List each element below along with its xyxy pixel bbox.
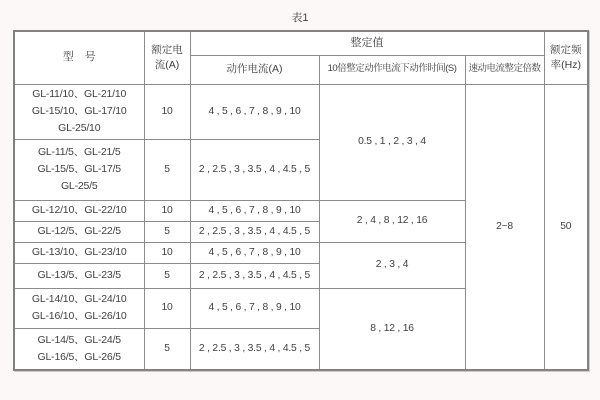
header-rated-frequency: 额定频率(Hz) — [544, 31, 588, 84]
operating-current-cell: 4 , 5 , 6 , 7 , 8 , 9 , 10 — [190, 84, 319, 139]
model-name: GL-11/10、GL-21/10 — [32, 88, 127, 101]
model-cell — [14, 242, 144, 263]
operating-time-cell: 2 , 4 , 8 , 12 , 16 — [319, 200, 465, 242]
model-name: GL-14/5、GL-24/5 — [37, 333, 121, 346]
rated-current-cell: 10 — [144, 200, 190, 221]
table-row — [14, 84, 588, 139]
model-name: GL-12/5、GL-22/5 — [37, 225, 121, 238]
model-name: GL-13/10、GL-23/10 — [31, 246, 127, 259]
rated-current-cell: 5 — [144, 139, 190, 200]
header-model: 型 号 — [14, 31, 144, 84]
operating-current-cell: 4 , 5 , 6 , 7 , 8 , 9 , 10 — [190, 242, 319, 263]
model-name: GL-11/5、GL-21/5 — [37, 146, 121, 159]
rated-current-cell: 10 — [144, 242, 190, 263]
header-rated-current: 额定电流(A) — [144, 31, 190, 84]
model-cell — [14, 288, 144, 328]
model-name: GL-15/10、GL-17/10 — [31, 105, 127, 118]
model-name: GL-25/10 — [58, 121, 101, 134]
model-cell — [14, 139, 144, 200]
rated-current-cell: 5 — [144, 221, 190, 242]
operating-current-cell: 4 , 5 , 6 , 7 , 8 , 9 , 10 — [190, 288, 319, 328]
model-name: GL-13/5、GL-23/5 — [37, 269, 121, 282]
operating-current-cell: 2 , 2.5 , 3 , 3.5 , 4 , 4.5 , 5 — [190, 139, 319, 200]
model-name: GL-16/10、GL-26/10 — [31, 310, 127, 322]
frequency-cell: 50 — [544, 84, 588, 370]
header-quick-multiple: 速动电流整定倍数 — [465, 55, 544, 84]
quick-multiple-cell: 2~8 — [465, 84, 544, 370]
operating-time-cell: 0.5 , 1 , 2 , 3 , 4 — [319, 84, 465, 200]
model-cell — [14, 328, 144, 370]
header-setting-value: 整定值 — [190, 31, 544, 55]
header-operating-time: 10倍整定动作电流下动作时间(S) — [319, 55, 465, 84]
model-name: GL-12/10、GL-22/10 — [31, 204, 127, 217]
table-title: 表1 — [291, 12, 309, 24]
model-cell — [14, 84, 144, 139]
model-cell — [14, 200, 144, 221]
model-name: GL-15/5、GL-17/5 — [37, 163, 121, 176]
operating-current-cell: 2 , 2.5 , 3 , 3.5 , 4 , 4.5 , 5 — [190, 263, 319, 288]
spec-table — [13, 30, 589, 371]
rated-current-cell: 5 — [144, 263, 190, 288]
header-operating-current: 动作电流(A) — [190, 55, 319, 84]
rated-current-cell: 10 — [144, 288, 190, 328]
model-cell — [14, 221, 144, 242]
operating-current-cell: 4 , 5 , 6 , 7 , 8 , 9 , 10 — [190, 200, 319, 221]
model-cell — [14, 263, 144, 288]
operating-time-cell: 8 , 12 , 16 — [319, 288, 465, 370]
operating-time-cell: 2 , 3 , 4 — [319, 242, 465, 288]
model-name: GL-16/5、GL-26/5 — [37, 350, 121, 363]
model-name: GL-14/10、GL-24/10 — [31, 293, 127, 306]
operating-current-cell: 2 , 2.5 , 3 , 3.5 , 4 , 4.5 , 5 — [190, 328, 319, 370]
model-name: GL-25/5 — [60, 179, 98, 192]
rated-current-cell: 10 — [144, 84, 190, 139]
rated-current-cell: 5 — [144, 328, 190, 370]
operating-current-cell: 2 , 2.5 , 3 , 3.5 , 4 , 4.5 , 5 — [190, 221, 319, 242]
